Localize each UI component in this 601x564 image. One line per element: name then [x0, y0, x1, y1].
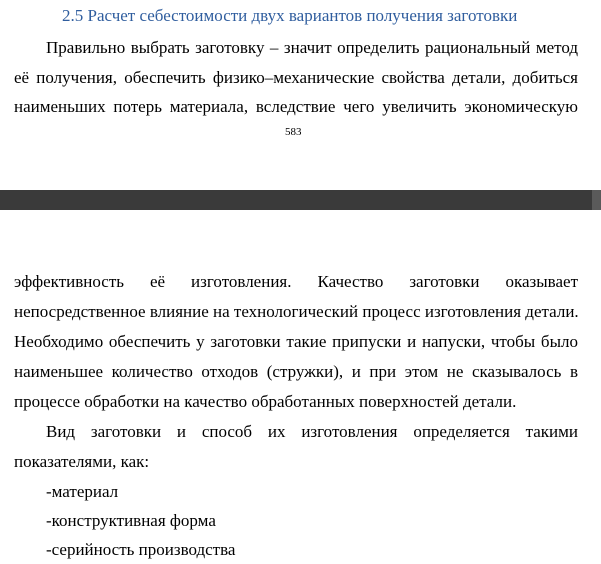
paragraph-line: наименьших потерь материала, вследствие чего увеличить экономическую [14, 97, 578, 116]
list-item: -конструктивная форма [46, 511, 216, 530]
paragraph-line: наименьшее количество отходов (стружки), и при этом не сказывалось в [14, 362, 578, 381]
list-item: -материал [46, 482, 119, 501]
page-number: 583 [285, 126, 302, 138]
paragraph-line: непосредственное влияние на технологический процесс изготовления детали. [14, 302, 579, 321]
section-heading: 2.5 Расчет себестоимости двух вариантов получения заготовки [62, 6, 518, 25]
document-page-lower [0, 210, 601, 564]
page-separator [0, 190, 601, 210]
paragraph-line: показателями, как: [14, 452, 150, 471]
document-page-upper [0, 0, 601, 190]
paragraph-line: её получения, обеспечить физико–механические свойства детали, добиться [14, 68, 578, 87]
paragraph-line: процессе обработки на качество обработанных поверхностей детали. [14, 392, 517, 411]
paragraph-line: эффективность её изготовления. Качество заготовки оказывает [14, 272, 578, 291]
paragraph-line: Вид заготовки и способ их изготовления определяется такими [46, 422, 578, 441]
paragraph-line: Необходимо обеспечить у заготовки такие припуски и напуски, чтобы было [14, 332, 578, 351]
paragraph-line: Правильно выбрать заготовку – значит определить рациональный метод [46, 38, 578, 57]
list-item: -серийность производства [46, 540, 236, 559]
